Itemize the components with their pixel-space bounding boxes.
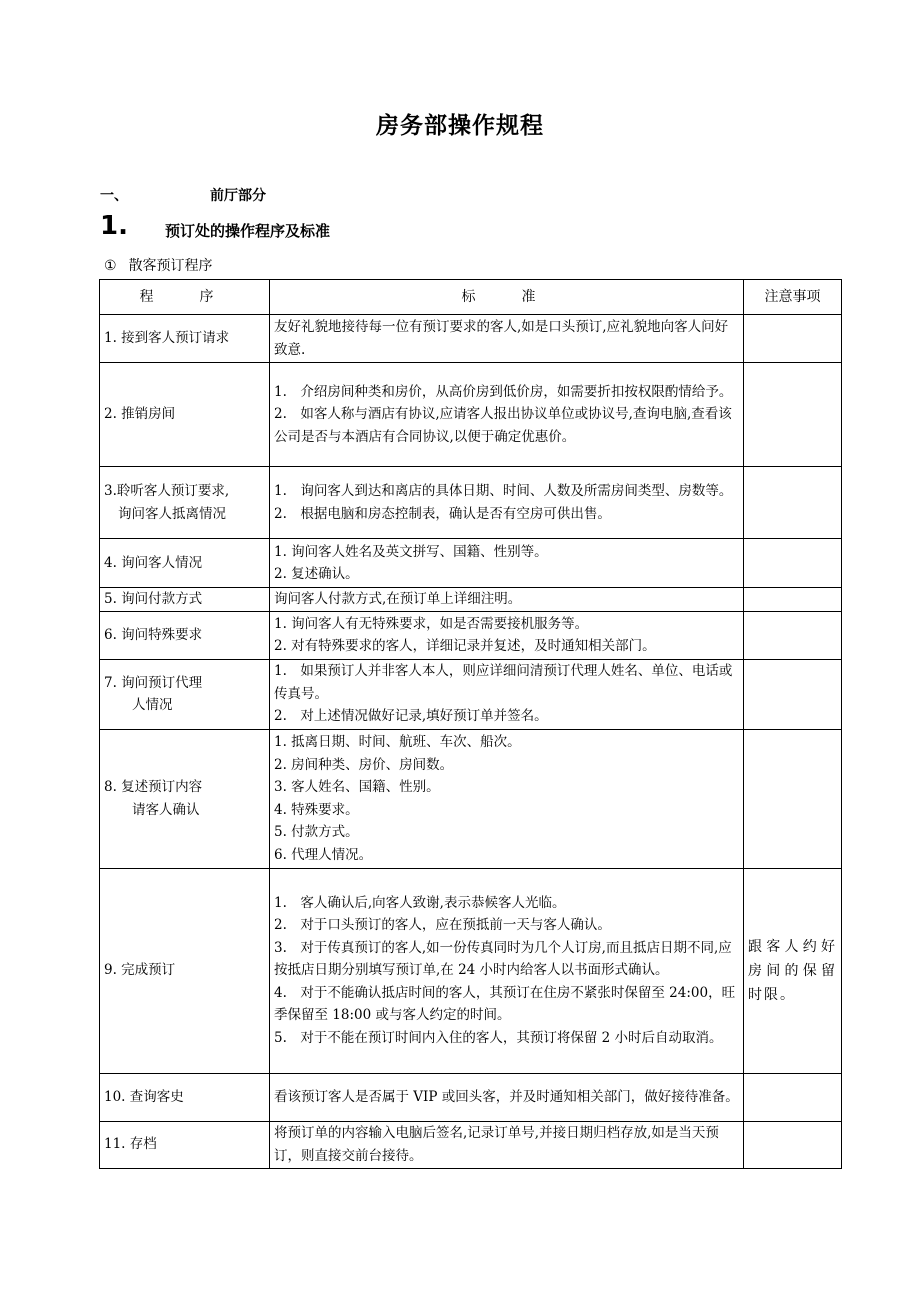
header-notes: 注意事项 (744, 280, 842, 315)
table-row (100, 1121, 842, 1168)
standard-item: 5. 付款方式。 (274, 824, 359, 840)
step-cell (100, 588, 270, 612)
note-cell (744, 1073, 842, 1121)
standard-item: 2. 房间种类、房价、房间数。 (274, 756, 454, 773)
standard-item: 1. 询问客人有无特殊要求，如是否需要接机服务等。 (274, 615, 589, 632)
table-row (100, 611, 842, 659)
note-text: 跟客人约好房间的保留时限。 (748, 938, 837, 1003)
standard-cell (270, 588, 744, 612)
header-step: 程 序 (100, 280, 270, 315)
step-cell (100, 467, 270, 539)
note-cell (744, 467, 842, 539)
standard-item: 4. 特殊要求。 (274, 801, 359, 818)
standard-item: 1. 抵离日期、时间、航班、车次、船次。 (274, 734, 521, 750)
standard-item: 1. 如果预订人并非客人本人，则应详细问清预订代理人姓名、单位、电话或传真号。 (274, 663, 733, 702)
standard-cell (270, 539, 744, 588)
standard-item: 询问客人付款方式,在预订单上详细注明。 (274, 591, 522, 607)
step-cell (100, 315, 270, 363)
standard-item: 2. 对有特殊要求的客人，详细记录并复述，及时通知相关部门。 (274, 638, 656, 654)
standard-cell (270, 868, 744, 1073)
section-heading (100, 185, 266, 205)
standard-item: 3. 客人姓名、国籍、性别。 (274, 779, 440, 795)
note-cell (744, 1121, 842, 1168)
table-row (100, 539, 842, 588)
table-row (100, 315, 842, 363)
standard-cell (270, 363, 744, 467)
step-text: 3.聆听客人预订要求, (104, 483, 230, 499)
subsection-title: 预订处的操作程序及标准 (165, 222, 331, 240)
standard-cell (270, 659, 744, 729)
table-row (100, 868, 842, 1073)
step-text: 人情况 (132, 697, 173, 713)
step-text: 1. 接到客人预订请求 (104, 330, 230, 347)
standard-item: 1. 客人确认后,向客人致谢,表示恭候客人光临。 (274, 894, 566, 911)
standard-item: 2. 复述确认。 (274, 566, 359, 582)
note-cell (744, 363, 842, 467)
header-standard: 标 准 (270, 280, 744, 315)
standard-item: 4. 对于不能确认抵店时间的客人，其预订在住房不紧张时保留至 24:00，旺季保留至 18:00 或与客人约定的时间。 (274, 984, 736, 1024)
section-title: 前厅部分 (210, 188, 266, 204)
step-text: 9. 完成预订 (104, 962, 176, 979)
table-header-row (100, 280, 842, 315)
standard-item: 3. 对于传真预订的客人,如一份传真同时为几个人订房,而且抵店日期不同,应按抵店日期分别填写预订单,在 24 小时内给客人以书面形式确认。 (274, 939, 732, 979)
note-cell (744, 659, 842, 729)
standard-item: 6. 代理人情况。 (274, 846, 373, 863)
sub-item-title: 散客预订程序 (128, 258, 213, 274)
note-cell (744, 729, 842, 868)
table-body (100, 315, 842, 1169)
subsection-number: 1. (100, 211, 128, 241)
standard-item: 1. 询问客人到达和离店的具体日期、时间、人数及所需房间类型、房数等。 (274, 483, 733, 499)
step-text: 11. 存档 (104, 1136, 157, 1153)
standard-item: 友好礼貌地接待每一位有预订要求的客人,如是口头预订,应礼貌地向客人问好致意. (274, 319, 729, 358)
standard-item: 看该预订客人是否属于 VIP 或回头客，并及时通知相关部门，做好接待准备。 (274, 1088, 739, 1105)
page-title: 房务部操作规程 (376, 113, 544, 139)
table-row (100, 1073, 842, 1121)
table-row (100, 659, 842, 729)
step-cell (100, 868, 270, 1073)
step-text: 询问客人抵离情况 (118, 505, 226, 522)
step-text: 10. 查询客史 (104, 1088, 184, 1105)
table-row (100, 467, 842, 539)
step-text: 5. 询问付款方式 (104, 591, 203, 607)
standard-cell (270, 729, 744, 868)
step-text: 2. 推销房间 (104, 406, 176, 423)
table-row (100, 588, 842, 612)
step-cell (100, 1121, 270, 1168)
step-cell (100, 363, 270, 467)
standard-item: 将预订单的内容输入电脑后签名,记录订单号,并接日期归档存放,如是当天预订，则直接交前台接待。 (274, 1125, 719, 1164)
sub-item-heading (104, 255, 213, 275)
standard-item: 2. 根据电脑和房态控制表，确认是否有空房可供出售。 (274, 505, 611, 522)
standard-item: 1. 介绍房间种类和房价，从高价房到低价房，如需要折扣按权限酌情给予。 (274, 383, 733, 400)
step-text: 7. 询问预订代理 (104, 674, 203, 691)
section-number: 一、 (100, 188, 128, 204)
step-text: 6. 询问特殊要求 (104, 626, 203, 643)
standard-cell (270, 467, 744, 539)
note-cell (744, 588, 842, 612)
step-text: 请客人确认 (132, 801, 200, 818)
note-cell (744, 539, 842, 588)
step-cell (100, 539, 270, 588)
note-cell (744, 868, 842, 1073)
standard-cell (270, 1121, 744, 1168)
step-cell (100, 659, 270, 729)
standard-cell (270, 1073, 744, 1121)
step-cell (100, 729, 270, 868)
step-cell (100, 1073, 270, 1121)
standard-item: 1. 询问客人姓名及英文拼写、国籍、性别等。 (274, 543, 548, 560)
sub-item-marker: ① (104, 258, 117, 274)
standard-cell (270, 315, 744, 363)
standard-item: 2. 对于口头预订的客人，应在预抵前一天与客人确认。 (274, 917, 611, 934)
table-row (100, 729, 842, 868)
table-row (100, 363, 842, 467)
step-cell (100, 611, 270, 659)
procedure-table (99, 279, 842, 1169)
note-cell (744, 315, 842, 363)
standard-item: 2. 如客人称与酒店有协议,应请客人报出协议单位或协议号,查询电脑,查看该公司是否与本酒店有合同协议,以便于确定优惠价。 (274, 406, 732, 445)
standard-item: 5. 对于不能在预订时间内入住的客人，其预订将保留 2 小时后自动取消。 (274, 1029, 723, 1046)
standard-cell (270, 611, 744, 659)
standard-item: 2. 对上述情况做好记录,填好预订单并签名。 (274, 708, 548, 725)
step-text: 4. 询问客人情况 (104, 554, 203, 571)
step-text: 8. 复述预订内容 (104, 779, 203, 795)
note-cell (744, 611, 842, 659)
